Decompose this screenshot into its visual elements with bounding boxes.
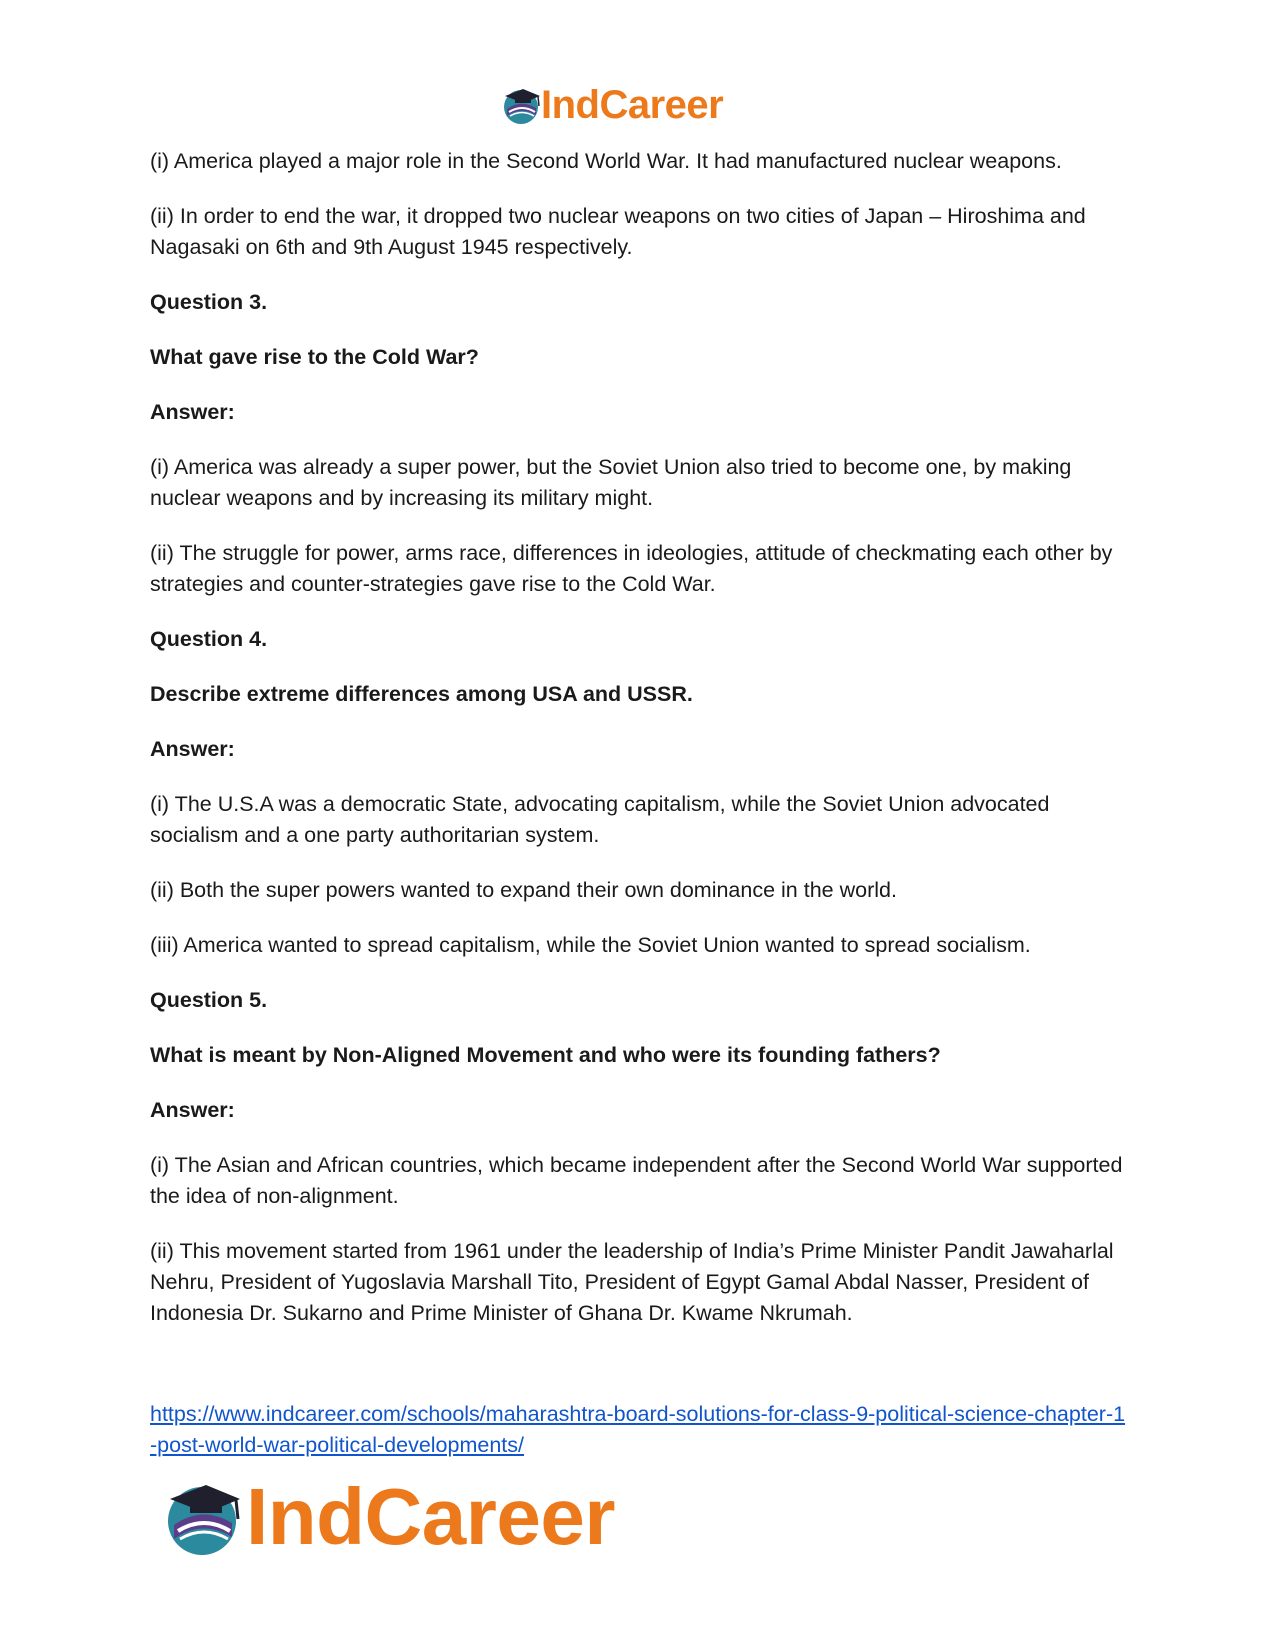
footer-logo (160, 1472, 615, 1562)
brand-name: IndCareer (541, 83, 724, 127)
answer-paragraph: (i) The U.S.A was a democratic State, advocating capitalism, while the Soviet Union advocated socialism and a one party authoritarian system. (150, 792, 1050, 847)
header-logo (500, 80, 723, 130)
graduation-cap-globe-icon (160, 1475, 244, 1559)
question-heading: What is meant by Non-Aligned Movement and who were its founding fathers? (150, 1043, 941, 1067)
answer-paragraph: (ii) This movement started from 1961 under the leadership of India’s Prime Minister Pandit Jawaharlal Nehru, President of Yugoslavia Marshall Tito, President of Egypt Gamal Abdal Nasser, President of Indonesia Dr. Sukarno and Prime Minister of Ghana Dr. Kwame Nkrumah. (150, 1239, 1114, 1325)
answer-paragraph: (ii) The struggle for power, arms race, differences in ideologies, attitude of checkmating each other by strategies and counter-strategies gave rise to the Cold War. (150, 541, 1113, 596)
question-heading: Question 4. (150, 627, 268, 651)
brand-name: IndCareer (246, 1472, 615, 1561)
answer-paragraph: (i) The Asian and African countries, which became independent after the Second World War supported the idea of non-alignment. (150, 1153, 1123, 1208)
question-heading: Answer: (150, 737, 235, 761)
answer-paragraph: (i) America played a major role in the Second World War. It had manufactured nuclear weapons. (150, 149, 1062, 173)
graduation-cap-globe-icon (500, 84, 542, 126)
answer-paragraph: (iii) America wanted to spread capitalism, while the Soviet Union wanted to spread socialism. (150, 933, 1031, 957)
question-heading: Question 5. (150, 988, 268, 1012)
question-heading: Answer: (150, 400, 235, 424)
question-heading: Answer: (150, 1098, 235, 1122)
answer-paragraph: (ii) In order to end the war, it dropped two nuclear weapons on two cities of Japan – Hiroshima and Nagasaki on 6th and 9th August 1945 respectively. (150, 204, 1086, 259)
answer-paragraph: (i) America was already a super power, but the Soviet Union also tried to become one, by making nuclear weapons and by increasing its military might. (150, 455, 1072, 510)
question-heading: Question 3. (150, 290, 268, 314)
answer-paragraph: (ii) Both the super powers wanted to expand their own dominance in the world. (150, 878, 897, 902)
source-link-block (150, 1399, 1130, 1461)
document-body (150, 146, 1130, 1353)
question-heading: Describe extreme differences among USA and USSR. (150, 682, 693, 706)
question-heading: What gave rise to the Cold War? (150, 345, 479, 369)
source-link[interactable]: https://www.indcareer.com/schools/maharashtra-board-solutions-for-class-9-political-science-chapter-1-post-world-war-political-developments/ (150, 1402, 1126, 1457)
